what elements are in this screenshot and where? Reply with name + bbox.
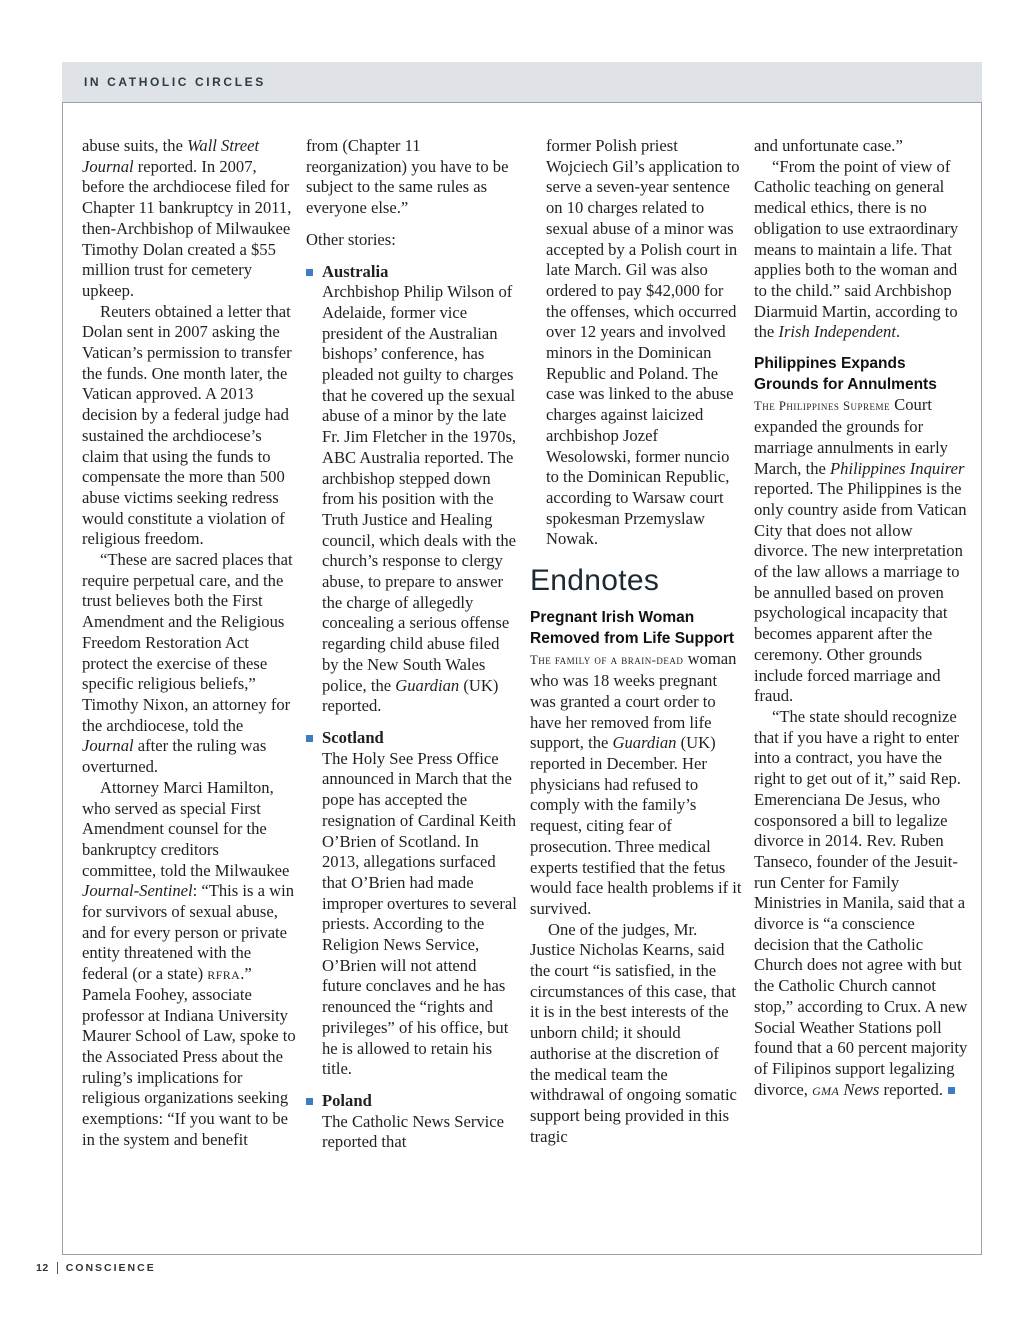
story-australia bbox=[306, 262, 518, 717]
column-1 bbox=[82, 136, 297, 1150]
publication-name: Guardian bbox=[395, 675, 460, 695]
col4-story-paragraph-2: “The state should recognize that if you have a right to enter into a contract, you have the right to get out of it,” said Rep. Emerenciana De Jesus, who cosponsored a bill to legalize divorce in 2014. Rev. Ruben Tanseco, founder of the Jesuit-run Center for Family Ministries in Manila, said that a divorce is “a conscience decision that the Catholic Church does not agree with but the Catholic Church cannot stop,” according to Crux. A new Social Weather Stations poll found that a 60 percent majority of Filipinos support legalizing divorce, gma News reported. bbox=[754, 706, 968, 1099]
column-2 bbox=[306, 136, 518, 1153]
lead-in-caps: The family of a brain-dead bbox=[530, 653, 684, 668]
acronym-rfra: rfra bbox=[207, 964, 241, 984]
col1-paragraph-3: “These are sacred places that require perpetual care, and the trust believes both the First Amendment and the Religious Freedom Restoration Act protect the exercise of these specific religious beliefs,” Timothy Nixon, an attorney for the archdiocese, told the Journal after the ruling was overturned. bbox=[82, 550, 293, 777]
end-of-article-icon bbox=[948, 1087, 955, 1094]
col4-paragraph-1: and unfortunate case.” bbox=[754, 136, 903, 155]
page-number: 12 bbox=[36, 1262, 58, 1274]
bullet-square-icon bbox=[306, 735, 313, 742]
story-scotland bbox=[306, 728, 518, 1080]
story-body: The Catholic News Service reported that bbox=[322, 1111, 505, 1152]
section-title: Endnotes bbox=[530, 564, 660, 598]
page-footer bbox=[36, 1262, 156, 1274]
publication-name: Wall Street Journal bbox=[82, 136, 260, 176]
bullet-square-icon bbox=[306, 269, 313, 276]
publication-name-2: News bbox=[843, 1079, 880, 1099]
col1-paragraph-2: Reuters obtained a letter that Dolan sent in 2007 asking the Vatican’s permission to transfer the funds. One month later, the Vatican approved. A 2013 decision by a federal judge had sustained the archdiocese’s claim that using the funds to compensate the more than 500 abuse victims seeking redress would constitute a violation of religious freedom. bbox=[82, 301, 292, 549]
story-body: The Holy See Press Office announced in March that the pope has accepted the resignation of Cardinal Keith O’Brien of Scotland. In 2013, allegations surfaced that O’Brien had made improper overtures to several priests. According to the Religion News Service, O’Brien will not attend future conclaves and he has renounced the “rights and privileges” of his office, but he is allowed to retain his title. bbox=[322, 748, 517, 1079]
publication-name: Journal bbox=[82, 736, 134, 756]
story-body: Archbishop Philip Wilson of Adelaide, former vice president of the Australian bishops’ conference, has pleaded not guilty to charges that he covered up the sexual abuse of a minor by the late Fr. Jim Fletcher in the 1970s, ABC Australia reported. The archbishop stepped down from his position with the Truth Justice and Healing council, which deals with the church’s response to clergy abuse, to prepare to answer the charge of allegedly concealing a serious offense regarding child abuse filed by the New South Wales police, the Guardian (UK) reported. bbox=[322, 282, 517, 716]
publication-name: Irish Independent bbox=[778, 322, 896, 342]
other-stories-label: Other stories: bbox=[306, 229, 396, 249]
publication-name: gma bbox=[812, 1079, 840, 1099]
publication-name: Philippines Inquirer bbox=[830, 458, 965, 478]
story-headline: Philippines Expands Grounds for Annulments bbox=[754, 355, 937, 393]
story-location: Poland bbox=[322, 1090, 372, 1110]
col2-paragraph-1: from (Chapter 11 reorganization) you have to be subject to the same rules as everyone else.” bbox=[306, 136, 509, 218]
col3-story-paragraph-2: One of the judges, Mr. Justice Nicholas Kearns, said the court “is satisfied, in the circumstances of this case, that it is in the best interests of the unborn child; it should authorise at the discretion of the medical team the withdrawal of ongoing somatic support being provided in this tragic bbox=[530, 919, 737, 1146]
column-4 bbox=[754, 136, 968, 1100]
publication-name: Guardian bbox=[612, 733, 677, 753]
lead-in-caps: The Philippines Supreme bbox=[754, 399, 891, 414]
story-headline: Pregnant Irish Woman Removed from Life Support bbox=[530, 609, 735, 647]
publication-name: Journal-Sentinel bbox=[82, 881, 193, 901]
col3-paragraph-1: former Polish priest Wojciech Gil’s application to serve a seven-year sentence on 10 charges related to sexual abuse of a minor was accepted by a Polish court in late March. Gil was also ordered to pay $42,000 for the offenses, which occurred over 12 years and involved minors in the Dominican Republic and Poland. The case was linked to the abuse charges against laicized archbishop Jozef Wesolowski, former nuncio to the Dominican Republic, according to Warsaw court spokesman Przemyslaw Nowak. bbox=[546, 136, 740, 549]
section-header-bar bbox=[62, 62, 982, 103]
story-location: Australia bbox=[322, 261, 389, 281]
col1-paragraph-1: abuse suits, the Wall Street Journal reported. In 2007, before the archdiocese filed for Chapter 11 bankruptcy in 2011, then-Archbishop of Milwaukee Timothy Dolan created a $55 million trust for cemetery upkeep. bbox=[82, 136, 292, 300]
col4-story-paragraph-1: The Philippines Supreme Court expanded the grounds for marriage annulments in early March, the Philippines Inquirer reported. The Philippines is the only country aside from Vatican City that does not allow divorce. The new interpretation of the law allows a marriage to be annulled based on proven psychological incapacity that becomes apparent after the ceremony. Other grounds include forced marriage and fraud. bbox=[754, 395, 967, 706]
section-label: IN CATHOLIC CIRCLES bbox=[84, 75, 266, 89]
column-3 bbox=[530, 136, 742, 1147]
col1-paragraph-4: Attorney Marci Hamilton, who served as special First Amendment counsel for the bankruptcy creditors committee, told the Milwaukee Journal-Sentinel: “This is a win for survivors of sexual abuse, and for every person or private entity threatened with the federal (or a state) rfra.” Pamela Foohey, associate professor at Indiana University Maurer School of Law, spoke to the Associated Press about the ruling’s implications for religious organizations seeking exemptions: “If you want to be in the system and benefit bbox=[82, 777, 296, 1149]
col3-story-paragraph-1: The family of a brain-dead woman who was 18 weeks pregnant was granted a court order to have her removed from life support, the Guardian (UK) reported in December. Her physicians had refused to comply with the family’s request, citing fear of prosecution. Three medical experts testified that the fetus would face health problems if it survived. bbox=[530, 649, 742, 918]
publication-title: CONSCIENCE bbox=[65, 1262, 156, 1274]
story-location: Scotland bbox=[322, 727, 384, 747]
col4-paragraph-2: “From the point of view of Catholic teaching on general medical ethics, there is no obligation to use extraordinary means to maintain a life. That applies both to the woman and to the child.” said Archbishop Diarmuid Martin, according to the Irish Independent. bbox=[754, 156, 959, 342]
bullet-square-icon bbox=[306, 1098, 313, 1105]
story-poland bbox=[306, 1091, 518, 1153]
